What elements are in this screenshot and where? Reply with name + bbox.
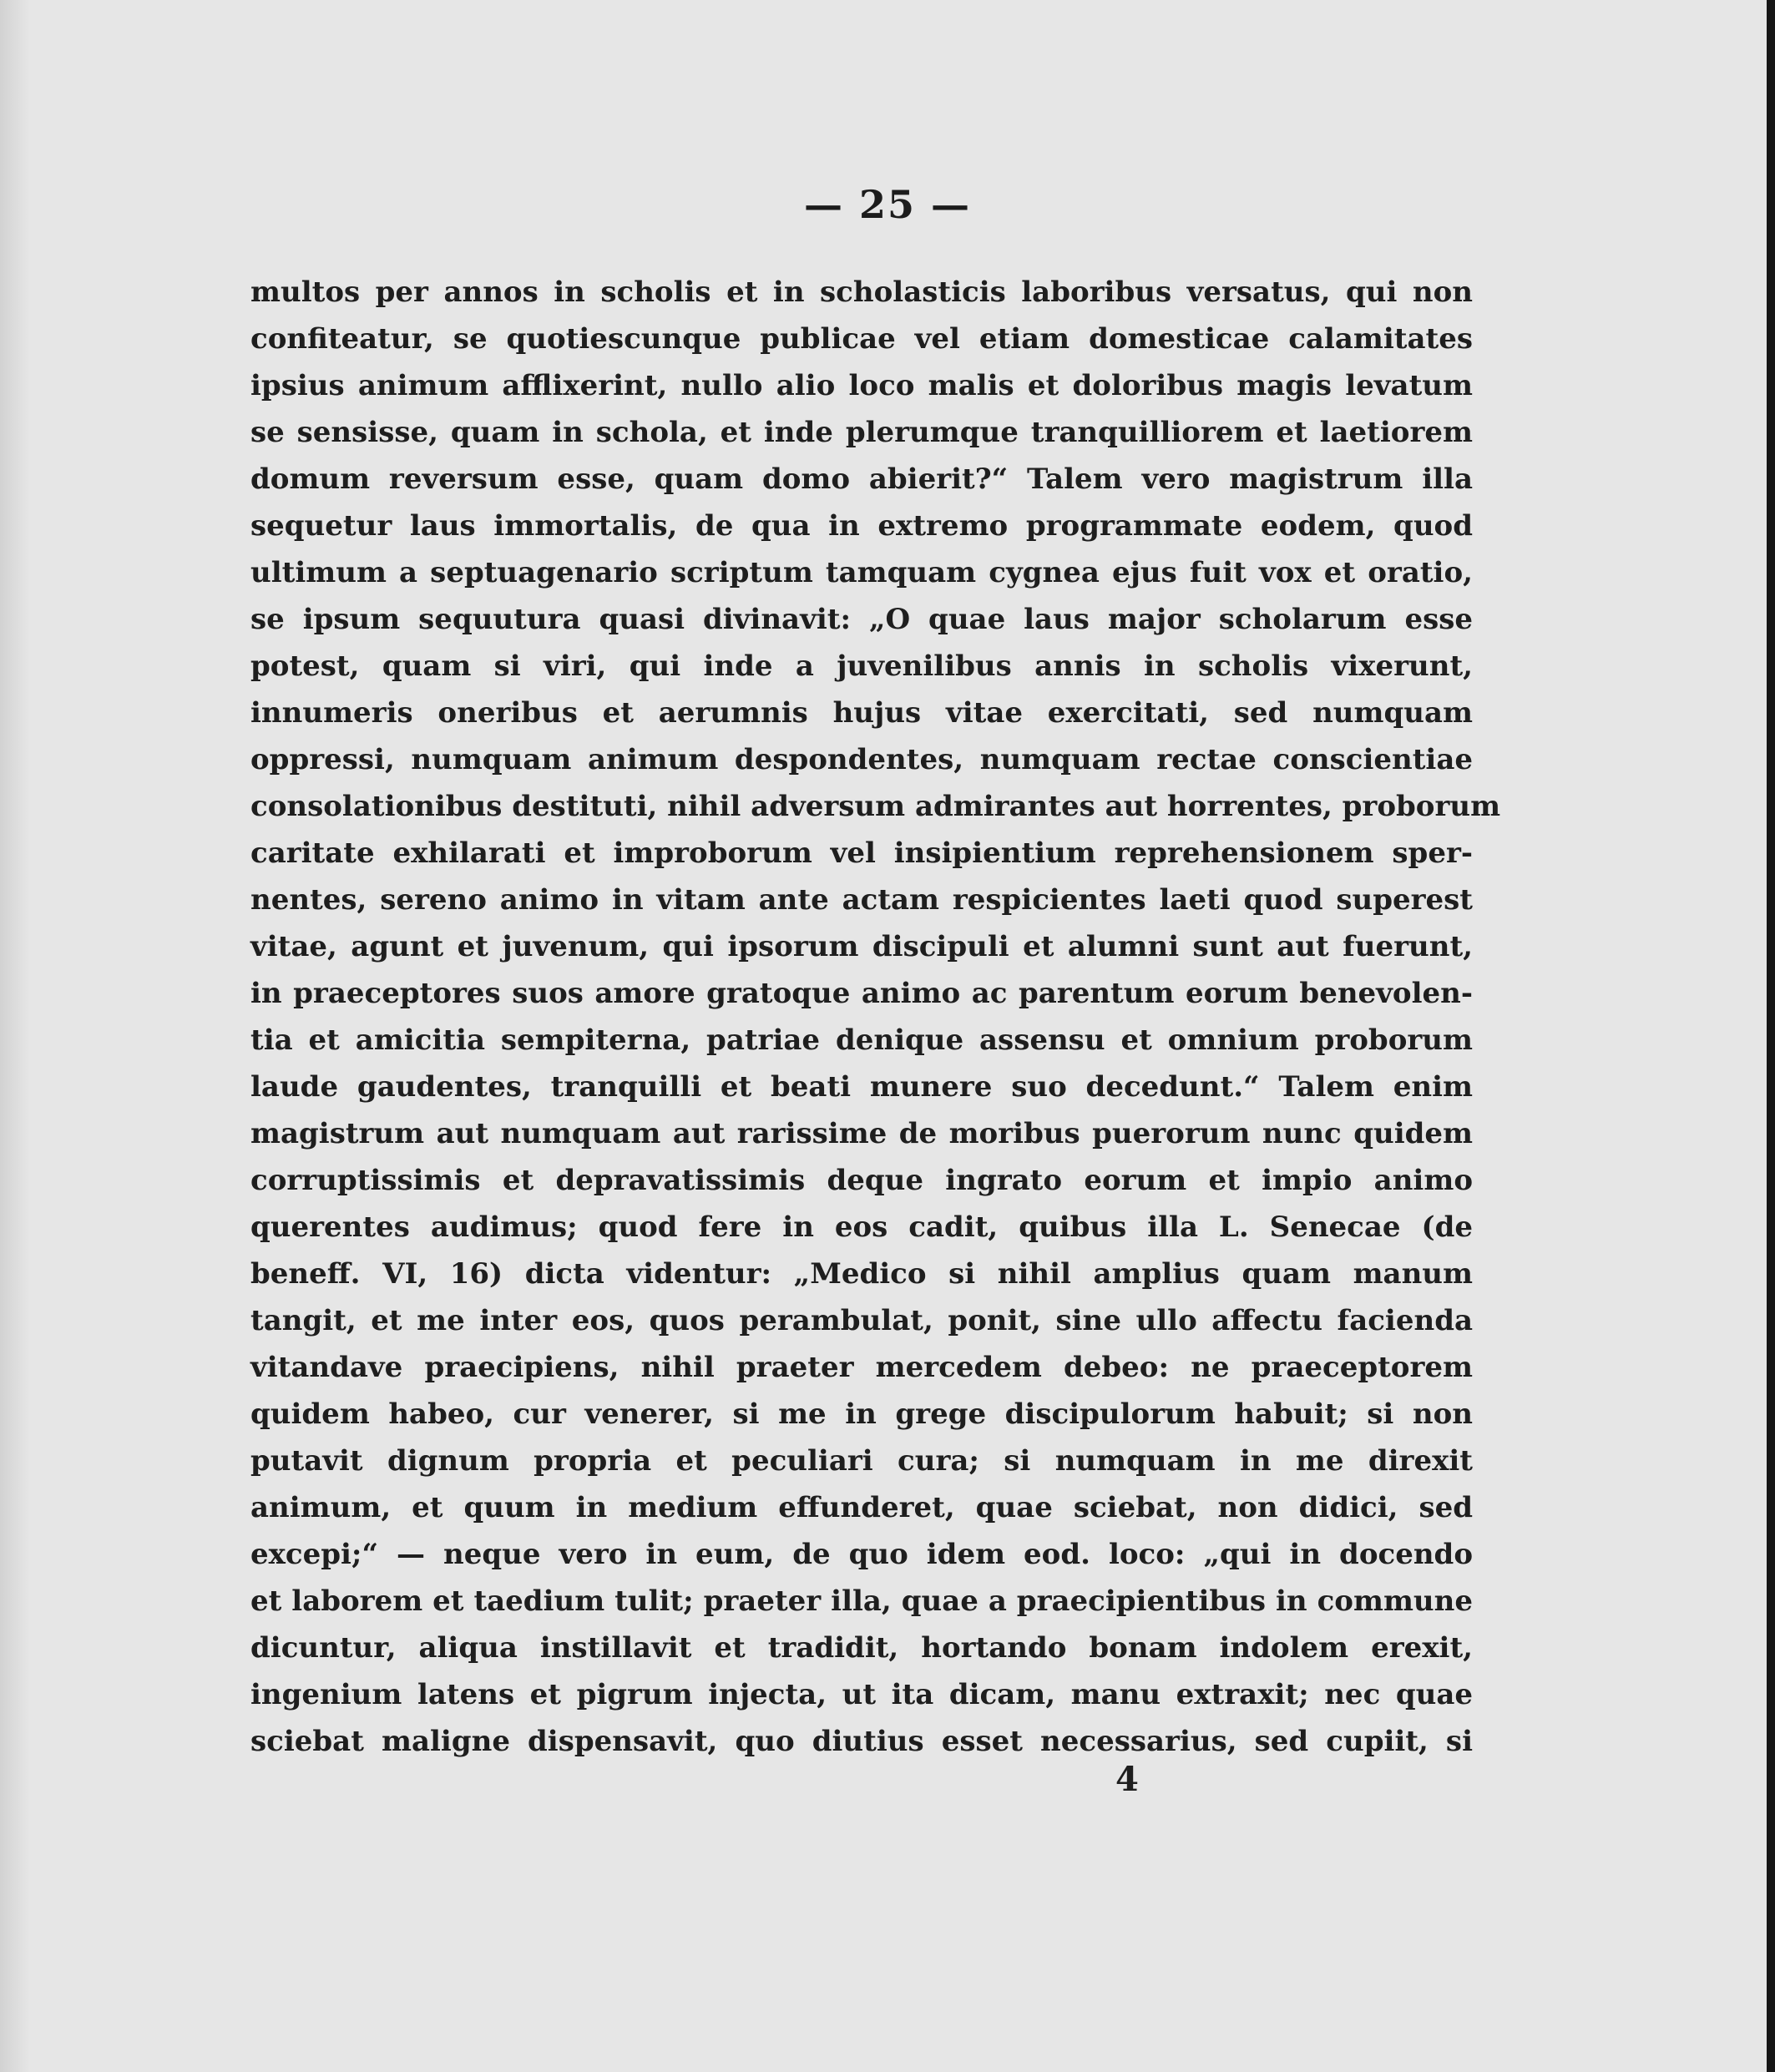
text-line: quidem habeo, cur venerer, si me in grege discipulorum habuit; si non (250, 1397, 1473, 1431)
text-line: laude gaudentes, tranquilli et beati munere suo decedunt.“ Talem enim (250, 1070, 1473, 1104)
text-line: animum, et quum in medium effunderet, quae sciebat, non didici, sed (250, 1491, 1473, 1524)
text-line: se ipsum sequutura quasi divinavit: „O quae laus major scholarum esse (250, 603, 1473, 636)
text-line: domum reversum esse, quam domo abierit?“ Talem vero magistrum illa (250, 462, 1473, 496)
text-line: ipsius animum afflixerint, nullo alio loco malis et doloribus magis levatum (250, 369, 1473, 402)
text-line: tia et amicitia sempiterna, patriae denique assensu et omnium proborum (250, 1023, 1473, 1057)
text-line: in praeceptores suos amore gratoque animo ac parentum eorum benevolen- (250, 977, 1473, 1010)
signature-mark: 4 (1115, 1760, 1139, 1799)
page-number: — 25 — (803, 182, 972, 227)
text-line: dicuntur, aliqua instillavit et tradidit, hortando bonam indolem erexit, (250, 1631, 1473, 1665)
text-line: vitandave praecipiens, nihil praeter mercedem debeo: ne praeceptorem (250, 1351, 1473, 1384)
text-line: oppressi, numquam animum despondentes, numquam rectae conscientiae (250, 743, 1473, 776)
text-line: magistrum aut numquam aut rarissime de moribus puerorum nunc quidem (250, 1117, 1473, 1150)
body-text (250, 269, 1501, 1765)
text-line: nentes, sereno animo in vitam ante actam respicientes laeti quod superest (250, 883, 1473, 917)
text-line: consolationibus destituti, nihil adversum admirantes aut horrentes, proborum (250, 790, 1501, 823)
text-line: putavit dignum propria et peculiari cura; si numquam in me direxit (250, 1444, 1473, 1478)
text-line: sequetur laus immortalis, de qua in extremo programmate eodem, quod (250, 509, 1473, 543)
text-line: excepi;“ — neque vero in eum, de quo idem eod. loco: „qui in docendo (250, 1538, 1473, 1571)
text-line: ingenium latens et pigrum injecta, ut ita dicam, manu extraxit; nec quae (250, 1678, 1473, 1711)
page-gutter-shadow (0, 0, 30, 2072)
text-line: vitae, agunt et juvenum, qui ipsorum discipuli et alumni sunt aut fuerunt, (250, 930, 1473, 963)
text-line: tangit, et me inter eos, quos perambulat, ponit, sine ullo affectu facienda (250, 1304, 1473, 1337)
text-line: beneff. VI, 16) dicta videntur: „Medico si nihil amplius quam manum (250, 1257, 1473, 1291)
text-line: corruptissimis et depravatissimis deque ingrato eorum et impio animo (250, 1164, 1473, 1197)
text-line: se sensisse, quam in schola, et inde plerumque tranquilliorem et laetiorem (250, 416, 1473, 449)
text-line: ultimum a septuagenario scriptum tamquam cygnea ejus fuit vox et oratio, (250, 556, 1473, 589)
text-line: sciebat maligne dispensavit, quo diutius esset necessarius, sed cupiit, si (250, 1725, 1473, 1758)
text-line: querentes audimus; quod fere in eos cadit, quibus illa L. Senecae (de (250, 1210, 1473, 1244)
text-line: caritate exhilarati et improborum vel insipientium reprehensionem sper- (250, 836, 1473, 870)
text-line: innumeris oneribus et aerumnis hujus vitae exercitati, sed numquam (250, 696, 1473, 730)
text-line: confiteatur, se quotiescunque publicae vel etiam domesticae calamitates (250, 322, 1473, 356)
text-line: multos per annos in scholis et in scholasticis laboribus versatus, qui non (250, 275, 1473, 309)
scan-edge (1767, 0, 1775, 2072)
text-line: et laborem et taedium tulit; praeter illa, quae a praecipientibus in commune (250, 1584, 1473, 1618)
text-line: potest, quam si viri, qui inde a juvenilibus annis in scholis vixerunt, (250, 649, 1473, 683)
